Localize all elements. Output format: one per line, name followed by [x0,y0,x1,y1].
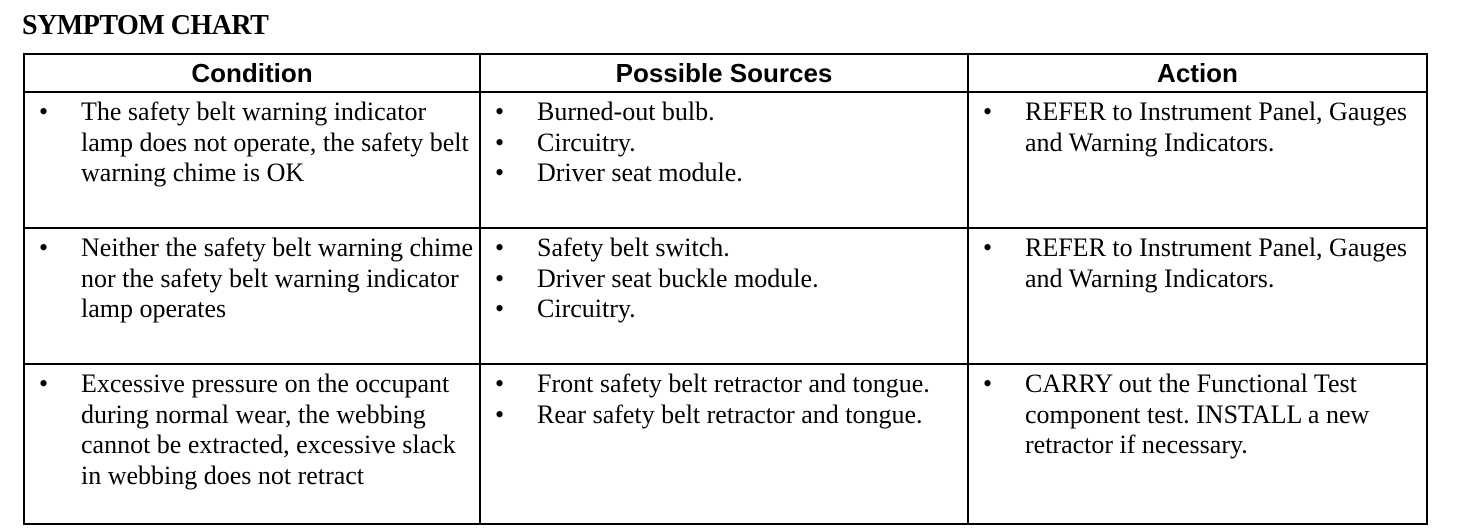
condition-item [35,233,475,325]
source-text: Circuitry. [537,294,636,323]
source-text: Driver seat module. [537,158,743,187]
source-item [491,158,963,189]
action-cell [968,228,1427,364]
bullet-icon: • [983,369,993,398]
bullet-icon: • [495,97,505,126]
sources-cell [480,92,968,228]
bullet-icon: • [495,263,505,293]
header-possible-sources: Possible Sources [480,54,968,92]
sources-cell [480,364,968,524]
page-title: SYMPTOM CHART [22,10,269,41]
condition-item [35,369,475,491]
table-header-row [24,54,1427,92]
sources-cell [480,228,968,364]
action-cell [968,364,1427,524]
bullet-icon: • [39,97,49,126]
action-item [979,369,1422,461]
source-text: Front safety belt retractor and tongue. [537,369,930,398]
source-text: Driver seat buckle module. [537,263,819,293]
source-text: Safety belt switch. [537,233,730,262]
bullet-icon: • [39,233,49,262]
source-item [491,369,963,400]
action-cell [968,92,1427,228]
action-text: REFER to Instrument Panel, Gauges and Warning Indicators. [1025,233,1408,293]
condition-text: The safety belt warning indicator lamp does not operate, the safety belt warning chime is OK [81,97,469,187]
source-item [491,264,963,295]
condition-text: Excessive pressure on the occupant during normal wear, the webbing cannot be extracted, excessive slack in webbing does not retract [81,369,456,490]
table-row [24,364,1427,524]
table-row [24,228,1427,364]
condition-cell [24,92,480,228]
header-action: Action [968,54,1427,92]
source-item [491,128,963,159]
source-item [491,233,963,264]
bullet-icon: • [495,233,505,262]
bullet-icon: • [39,369,49,398]
header-condition: Condition [24,54,480,92]
bullet-icon: • [495,158,505,187]
source-item [491,400,963,431]
action-text: CARRY out the Functional Test component test. INSTALL a new retractor if necessary. [1025,369,1370,459]
bullet-icon: • [983,233,993,262]
condition-item [35,97,475,189]
symptom-chart-table [23,53,1428,525]
condition-cell [24,364,480,524]
action-text: REFER to Instrument Panel, Gauges and Warning Indicators. [1025,97,1408,157]
action-item [979,233,1422,294]
condition-text: Neither the safety belt warning chime nor the safety belt warning indicator lamp operates [81,233,474,323]
source-text: Rear safety belt retractor and tongue. [537,399,923,429]
source-item [491,294,963,325]
source-text: Burned-out bulb. [537,97,715,126]
bullet-icon: • [495,294,505,323]
bullet-icon: • [983,97,993,126]
bullet-icon: • [495,399,505,429]
condition-cell [24,228,480,364]
source-text: Circuitry. [537,127,636,157]
source-item [491,97,963,128]
table-row [24,92,1427,228]
bullet-icon: • [495,369,505,398]
action-item [979,97,1422,158]
bullet-icon: • [495,127,505,157]
